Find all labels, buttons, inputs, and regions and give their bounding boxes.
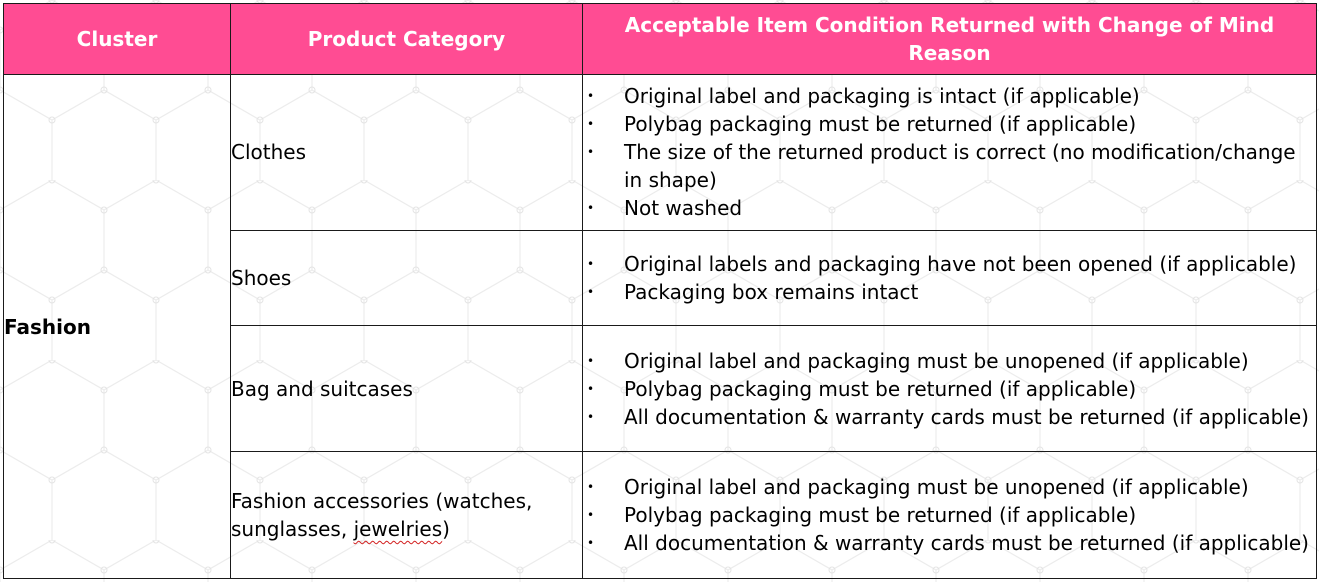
category-cell: Shoes [231, 230, 583, 326]
condition-list [583, 347, 1316, 431]
table-header-row [4, 4, 1317, 75]
condition-text: Original label and packaging is intact (if applicable) [624, 84, 1140, 109]
condition-item [583, 138, 1316, 194]
bullet-icon: • [587, 409, 595, 424]
bullet-icon: • [587, 381, 595, 396]
conditions-cell [583, 326, 1317, 452]
condition-item [583, 110, 1316, 138]
condition-item [583, 473, 1316, 501]
condition-text: All documentation & warranty cards must be returned (if applicable) [624, 531, 1309, 556]
condition-text: Polybag packaging must be returned (if applicable) [624, 112, 1137, 137]
header-product-category: Product Category [231, 4, 583, 75]
condition-item [583, 501, 1316, 529]
category-cell [231, 452, 583, 579]
category-cell: Bag and suitcases [231, 326, 583, 452]
condition-text: Original label and packaging must be unopened (if applicable) [624, 348, 1249, 373]
condition-item [583, 403, 1316, 431]
bullet-icon: • [587, 480, 595, 495]
category-text-suffix: ) [442, 517, 450, 542]
condition-list [583, 250, 1316, 306]
bullet-icon: • [587, 117, 595, 132]
table-row [4, 75, 1317, 231]
bullet-icon: • [587, 257, 595, 272]
bullet-icon: • [587, 508, 595, 523]
bullet-icon: • [587, 145, 595, 160]
spellcheck-flagged-word: jewelries [353, 517, 443, 542]
condition-item [583, 194, 1316, 222]
condition-item [583, 529, 1316, 557]
conditions-cell [583, 75, 1317, 231]
conditions-cell [583, 230, 1317, 326]
condition-item [583, 82, 1316, 110]
condition-text: Original label and packaging must be unopened (if applicable) [624, 475, 1249, 500]
condition-list [583, 82, 1316, 222]
condition-item [583, 250, 1316, 278]
category-cell: Clothes [231, 75, 583, 231]
condition-text: Original labels and packaging have not been opened (if applicable) [624, 252, 1297, 277]
return-policy-table [3, 3, 1317, 579]
cluster-cell: Fashion [4, 75, 231, 579]
condition-text: The size of the returned product is correct (no modification/change in shape) [624, 140, 1296, 193]
bullet-icon: • [587, 536, 595, 551]
condition-text: Polybag packaging must be returned (if applicable) [624, 503, 1137, 528]
condition-item [583, 347, 1316, 375]
condition-text: All documentation & warranty cards must be returned (if applicable) [624, 404, 1309, 429]
condition-item [583, 278, 1316, 306]
bullet-icon: • [587, 353, 595, 368]
condition-text: Packaging box remains intact [624, 280, 919, 305]
condition-text: Polybag packaging must be returned (if applicable) [624, 376, 1137, 401]
condition-text: Not washed [624, 196, 743, 221]
bullet-icon: • [587, 89, 595, 104]
header-acceptable-condition: Acceptable Item Condition Returned with Change of Mind Reason [583, 4, 1317, 75]
condition-list [583, 473, 1316, 557]
header-cluster: Cluster [4, 4, 231, 75]
bullet-icon: • [587, 285, 595, 300]
condition-item [583, 375, 1316, 403]
category-text: Fashion accessories (watches, sunglasses, [231, 489, 533, 542]
bullet-icon: • [587, 201, 595, 216]
conditions-cell [583, 452, 1317, 579]
